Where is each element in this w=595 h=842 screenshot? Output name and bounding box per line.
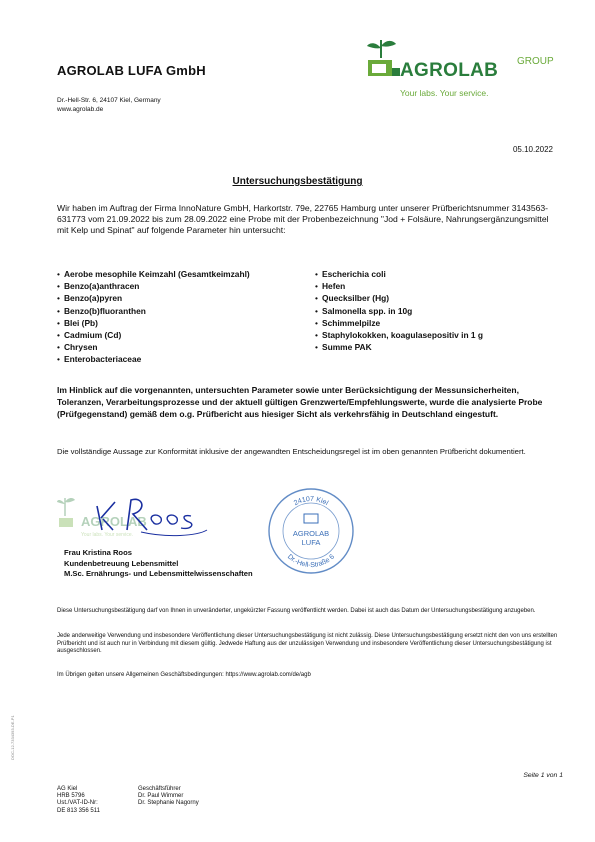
parameter-item: • Benzo(a)pyren bbox=[57, 293, 123, 304]
parameter-item: • Schimmelpilze bbox=[315, 317, 381, 328]
conformity-note: Die vollständige Aussage zur Konformität inklusive der angewandten Entscheidungsregel ist im oben genannten Prüfbericht dokumentiert. bbox=[57, 447, 526, 456]
stamp-seal bbox=[266, 486, 356, 576]
document-title: Untersuchungsbestätigung bbox=[232, 176, 363, 187]
parameter-item: • Enterobacteriaceae bbox=[57, 354, 142, 365]
svg-text:Dr.-Hell-Straße 6: Dr.-Hell-Straße 6 bbox=[285, 553, 337, 570]
parameter-item: • Summe PAK bbox=[315, 342, 372, 353]
parameter-item: • Aerobe mesophile Keimzahl (Gesamtkeimzahl) bbox=[57, 269, 250, 279]
website: www.agrolab.de bbox=[57, 105, 104, 113]
document-code: DOC-12-7334393-DE-P1 bbox=[10, 715, 15, 760]
svg-text:LUFA: LUFA bbox=[301, 538, 321, 547]
parameter-column-right bbox=[315, 268, 565, 353]
parameter-item: • Benzo(b)fluoranthen bbox=[57, 305, 146, 316]
conclusion-paragraph: Im Hinblick auf die vorgenannten, untersuchten Parameter sowie unter Berücksichtigung der Messunsicherheiten, Toleranzen, Verarbeitungsprozesse und der aktuell gültigen Grenzwerte/Empfehlungswerte, wurde die analysierte Probe (Prüfgegenstand) gemäß dem o.g. Prüfbericht aus hiesiger Sicht als verkehrsfähig in Deutschland eingestuft. bbox=[57, 385, 543, 419]
parameter-item: • Salmonella spp. in 10g bbox=[315, 305, 413, 316]
company-name: AGROLAB LUFA GmbH bbox=[57, 63, 206, 78]
agrolab-logo bbox=[360, 34, 570, 104]
plant-lab-icon bbox=[362, 36, 402, 82]
signature-block bbox=[57, 486, 237, 541]
parameter-item: • Hefen bbox=[315, 281, 346, 292]
page-number: Seite 1 von 1 bbox=[523, 772, 563, 779]
signer-degree: M.Sc. Ernährungs- und Lebensmittelwissenschaften bbox=[64, 569, 253, 578]
intro-paragraph: Wir haben im Auftrag der Firma InnoNature GmbH, Harkortstr. 79e, 22765 Hamburg unter unserer Prüfberichtsnummer 3143563-631773 vom 21.09.2022 bis zum 28.09.2022 eine Probe mit der Probenbezeichnung "Jod + Folsäure, Nahrungsergänzungsmittel mit Kelp und Spinat" auf folgende Parameter hin untersucht: bbox=[57, 203, 549, 235]
address-line: Dr.-Hell-Str. 6, 24107 Kiel, Germany bbox=[57, 97, 161, 104]
parameter-item: • Blei (Pb) bbox=[57, 317, 98, 328]
parameter-item: • Benzo(a)anthracen bbox=[57, 281, 140, 292]
parameter-item: • Chrysen bbox=[57, 342, 98, 353]
signer-role: Kundenbetreuung Lebensmittel bbox=[64, 558, 179, 568]
document-date: 05.10.2022 bbox=[512, 145, 553, 154]
signer-info bbox=[64, 548, 253, 580]
svg-text:AGROLAB: AGROLAB bbox=[292, 529, 330, 538]
legal-publication-note: Diese Untersuchungsbestätigung darf von Ihnen in unveränderter, ungekürzter Fassung veröffentlicht werden. Dabei ist auch das Datum der Untersuchungsbestätigung anzugeben. bbox=[57, 608, 536, 614]
parameter-item: • Escherichia coli bbox=[315, 269, 386, 279]
legal-terms-note: Im Übrigen gelten unsere Allgemeinen Geschäftsbedingungen: https://www.agrolab.com/de/agb bbox=[57, 672, 311, 678]
signature-image bbox=[57, 486, 237, 541]
legal-restriction-note: Jede anderweitige Verwendung und insbesondere Veröffentlichung dieser Untersuchungsbestätigung ist nicht zulässig. Diese Untersuchungsbestätigung ersetzt nicht den von uns erstellten Prüfbericht und ist auch nur in Verbindung mit diesem gültig. Jedwede Haftung aus der unzulässigen Verwendung und insbesondere Veröffentlichung dieser Untersuchungsbestätigung ist ausgeschlossen. bbox=[57, 633, 558, 655]
svg-text:Your labs. Your service.: Your labs. Your service. bbox=[81, 532, 134, 538]
logo-wordmark: AGROLAB bbox=[400, 60, 499, 81]
parameter-column-left bbox=[57, 268, 307, 366]
logo-tagline: Your labs. Your service. bbox=[400, 88, 489, 98]
footer-management: Geschäftsführer Dr. Paul Wimmer Dr. Stephanie Nagorny bbox=[138, 786, 199, 807]
svg-text:24107 Kiel: 24107 Kiel bbox=[292, 495, 330, 508]
official-stamp bbox=[266, 486, 356, 576]
logo-group-text: GROUP bbox=[517, 56, 554, 67]
footer-registration: AG Kiel HRB 5796 Ust./VAT-ID-Nr: DE 813 356 511 bbox=[57, 786, 100, 814]
parameter-item: • Cadmium (Cd) bbox=[57, 330, 122, 341]
parameter-item: • Quecksilber (Hg) bbox=[315, 293, 390, 304]
svg-text:AGROLAB: AGROLAB bbox=[81, 514, 147, 529]
parameter-item: • Staphylokokken, koagulasepositiv in 1 g bbox=[315, 330, 484, 341]
signer-name: Frau Kristina Roos bbox=[64, 548, 132, 557]
company-address bbox=[57, 97, 161, 114]
